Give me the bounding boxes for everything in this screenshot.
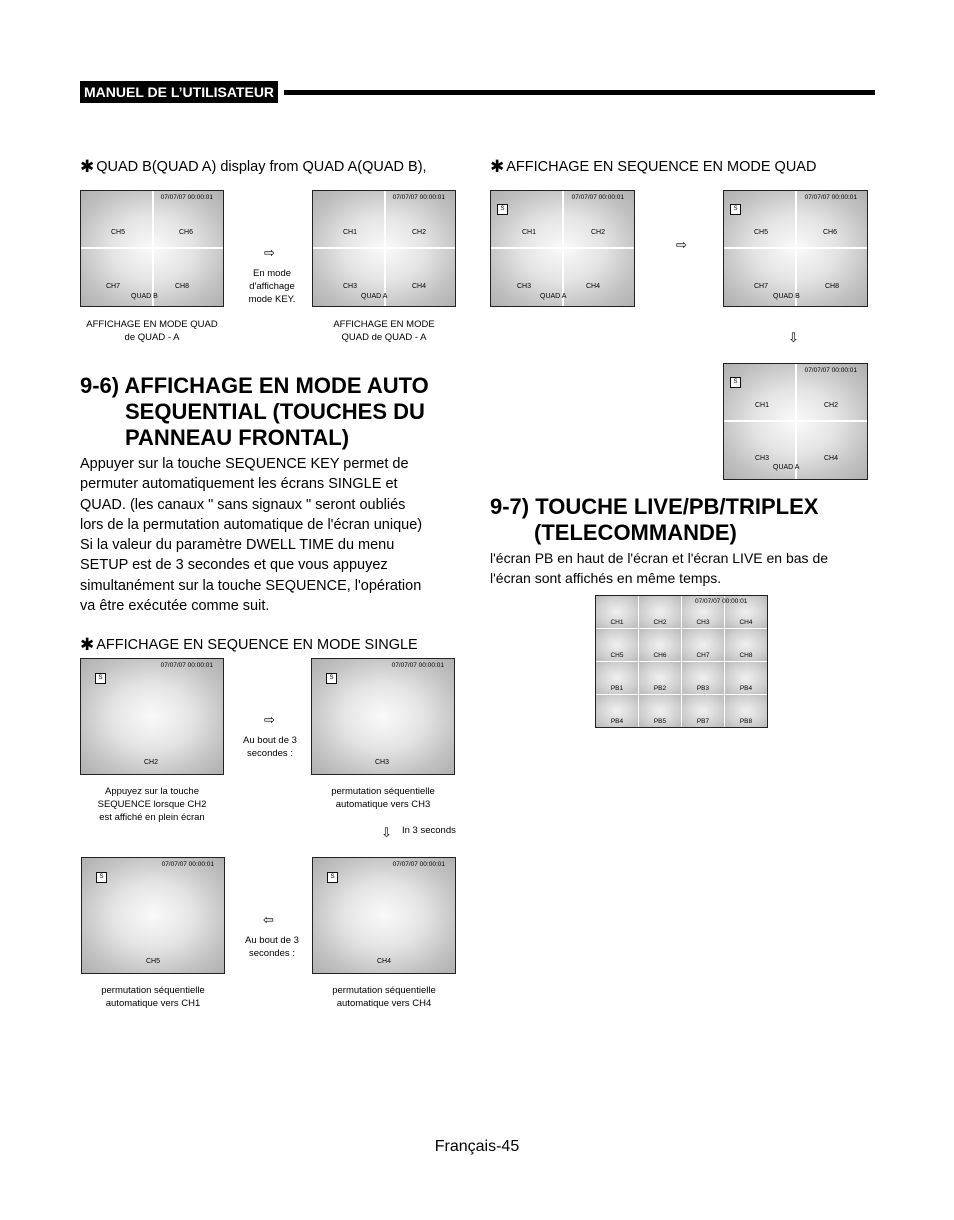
quad-label: QUAD B: [773, 293, 800, 300]
grid-cell: CH5: [596, 629, 638, 661]
single-screen-ch2: [80, 658, 224, 775]
channel-label: CH1: [755, 402, 770, 409]
triplex-grid: [595, 595, 768, 728]
timestamp: 07/07/07 00:00:01: [392, 194, 445, 201]
channel-label: CH1: [343, 229, 358, 236]
grid-cell: CH7: [682, 629, 724, 661]
quad-label: QUAD A: [361, 293, 388, 300]
channel-label: CH4: [586, 283, 601, 290]
grid-cell: CH6: [639, 629, 681, 661]
grid-cell: PB3: [682, 662, 724, 694]
channel-label: CH4: [824, 455, 839, 462]
timestamp: 07/07/07 00:00:01: [160, 194, 213, 201]
channel-label: CH2: [412, 229, 427, 236]
channel-label: CH6: [179, 229, 194, 236]
arrow-right-icon: ⇨: [264, 245, 275, 260]
section-9-6-paragraph: Appuyer sur la touche SEQUENCE KEY permet de permuter automatiquement les écrans SINGLE et QUAD. (les canaux " sans signaux " seront oubliés lors de la permutation automatique de l'écran unique) Si la valeur du paramètre DWELL TIME du menu SETUP est de 3 secondes et que vous appuyez simultanément sur la touche SEQUENCE, l'opération va être exécutée comme suit.: [80, 456, 423, 615]
channel-label: CH3: [375, 759, 390, 766]
channel-label: CH3: [343, 283, 358, 290]
sequence-indicator: S: [95, 673, 106, 684]
timestamp: 07/07/07 00:00:01: [161, 861, 214, 868]
grid-cell: PB8: [725, 695, 767, 727]
header-rule: [284, 90, 875, 95]
quad-screen-b: [80, 190, 224, 307]
caption-press-sequence: Appuyez sur la touche SEQUENCE lorsque CH2 est affiché en plein écran: [97, 786, 207, 823]
sequence-indicator: S: [96, 872, 107, 883]
arrow-right-icon: ⇨: [676, 237, 687, 252]
grid-cell: CH3: [682, 596, 724, 628]
section-9-6-title: 9-6) AFFICHAGE EN MODE AUTO SEQUENTIAL (TOUCHES DU PANNEAU FRONTAL): [80, 373, 429, 450]
grid-cell: PB4: [725, 662, 767, 694]
arrow-right-icon: ⇨: [264, 712, 275, 727]
channel-label: CH1: [522, 229, 537, 236]
caption-after-3-seconds: Au bout de 3 secondes :: [243, 735, 297, 759]
quad-sequence-heading: ✱ AFFICHAGE EN SEQUENCE EN MODE QUAD: [490, 157, 817, 176]
section-9-7-title: 9-7) TOUCHE LIVE/PB/TRIPLEX (TELECOMMANDE): [490, 494, 819, 545]
channel-label: CH4: [412, 283, 427, 290]
timestamp: 07/07/07 00:00:01: [391, 662, 444, 669]
channel-label: CH2: [591, 229, 606, 236]
section-9-7-paragraph: l'écran PB en haut de l'écran et l'écran LIVE en bas de l'écran sont affichés en même temps.: [490, 550, 829, 587]
grid-cell: PB4: [596, 695, 638, 727]
quad-screen-a: [312, 190, 456, 307]
channel-label: CH2: [824, 402, 839, 409]
quad-label: QUAD A: [540, 293, 567, 300]
timestamp: 07/07/07 00:00:01: [160, 662, 213, 669]
single-sequence-heading: ✱ AFFICHAGE EN SEQUENCE EN MODE SINGLE: [80, 635, 418, 654]
channel-label: CH3: [755, 455, 770, 462]
quad-seq-screen-3: [723, 363, 868, 480]
quad-label: QUAD A: [773, 464, 800, 471]
sequence-indicator: S: [327, 872, 338, 883]
quad-seq-screen-1: [490, 190, 635, 307]
sequence-indicator: S: [730, 204, 741, 215]
channel-label: CH7: [754, 283, 769, 290]
timestamp: 07/07/07 00:00:01: [571, 194, 624, 201]
channel-label: CH8: [825, 283, 840, 290]
caption-to-ch4: permutation séquentielle automatique vers CH4: [332, 985, 436, 1009]
channel-label: CH4: [377, 958, 392, 965]
caption-quad-a: AFFICHAGE EN MODE QUAD de QUAD - A: [333, 319, 435, 343]
grid-cell: PB2: [639, 662, 681, 694]
grid-cell: CH2: [639, 596, 681, 628]
channel-label: CH3: [517, 283, 532, 290]
quad-label: QUAD B: [131, 293, 158, 300]
grid-cell: CH4: [725, 596, 767, 628]
channel-label: CH2: [144, 759, 159, 766]
channel-label: CH5: [111, 229, 126, 236]
channel-label: CH7: [106, 283, 121, 290]
header-badge: MANUEL DE L’UTILISATEUR: [80, 81, 278, 103]
sequence-indicator: S: [730, 377, 741, 388]
caption-in-3-seconds: In 3 seconds: [402, 825, 456, 836]
grid-cell: CH1: [596, 596, 638, 628]
single-screen-ch4: [312, 857, 456, 974]
page-number: Français-45: [434, 1138, 520, 1155]
arrow-left-icon: ⇦: [263, 912, 274, 927]
grid-cell: CH8: [725, 629, 767, 661]
caption-after-3-seconds-2: Au bout de 3 secondes :: [245, 935, 299, 959]
channel-label: CH8: [175, 283, 190, 290]
caption-mode-key: En mode d'affichage mode KEY.: [248, 268, 296, 305]
quad-seq-screen-2: [723, 190, 868, 307]
timestamp: 07/07/07 00:00:01: [804, 194, 857, 201]
caption-quad-b: AFFICHAGE EN MODE QUAD de QUAD - A: [86, 319, 218, 343]
asterisk-icon: ✱: [80, 157, 95, 176]
timestamp: 07/07/07 00:00:01: [695, 598, 748, 605]
single-screen-ch3: [311, 658, 455, 775]
asterisk-icon: ✱: [490, 157, 505, 176]
channel-label: CH5: [754, 229, 769, 236]
arrow-down-icon: ⇩: [788, 330, 799, 345]
single-screen-ch5: [81, 857, 225, 974]
timestamp: 07/07/07 00:00:01: [392, 861, 445, 868]
sequence-indicator: S: [326, 673, 337, 684]
grid-cell: PB5: [639, 695, 681, 727]
grid-cell: PB1: [596, 662, 638, 694]
channel-label: CH6: [823, 229, 838, 236]
grid-cell: PB7: [682, 695, 724, 727]
quad-switch-heading: ✱ QUAD B(QUAD A) display from QUAD A(QUAD B),: [80, 157, 427, 176]
arrow-down-icon: ⇩: [381, 825, 392, 840]
caption-to-ch3: permutation séquentielle automatique vers CH3: [331, 786, 435, 810]
timestamp: 07/07/07 00:00:01: [804, 367, 857, 374]
caption-to-ch1: permutation séquentielle automatique vers CH1: [101, 985, 205, 1009]
channel-label: CH5: [146, 958, 161, 965]
asterisk-icon: ✱: [80, 635, 95, 654]
sequence-indicator: S: [497, 204, 508, 215]
